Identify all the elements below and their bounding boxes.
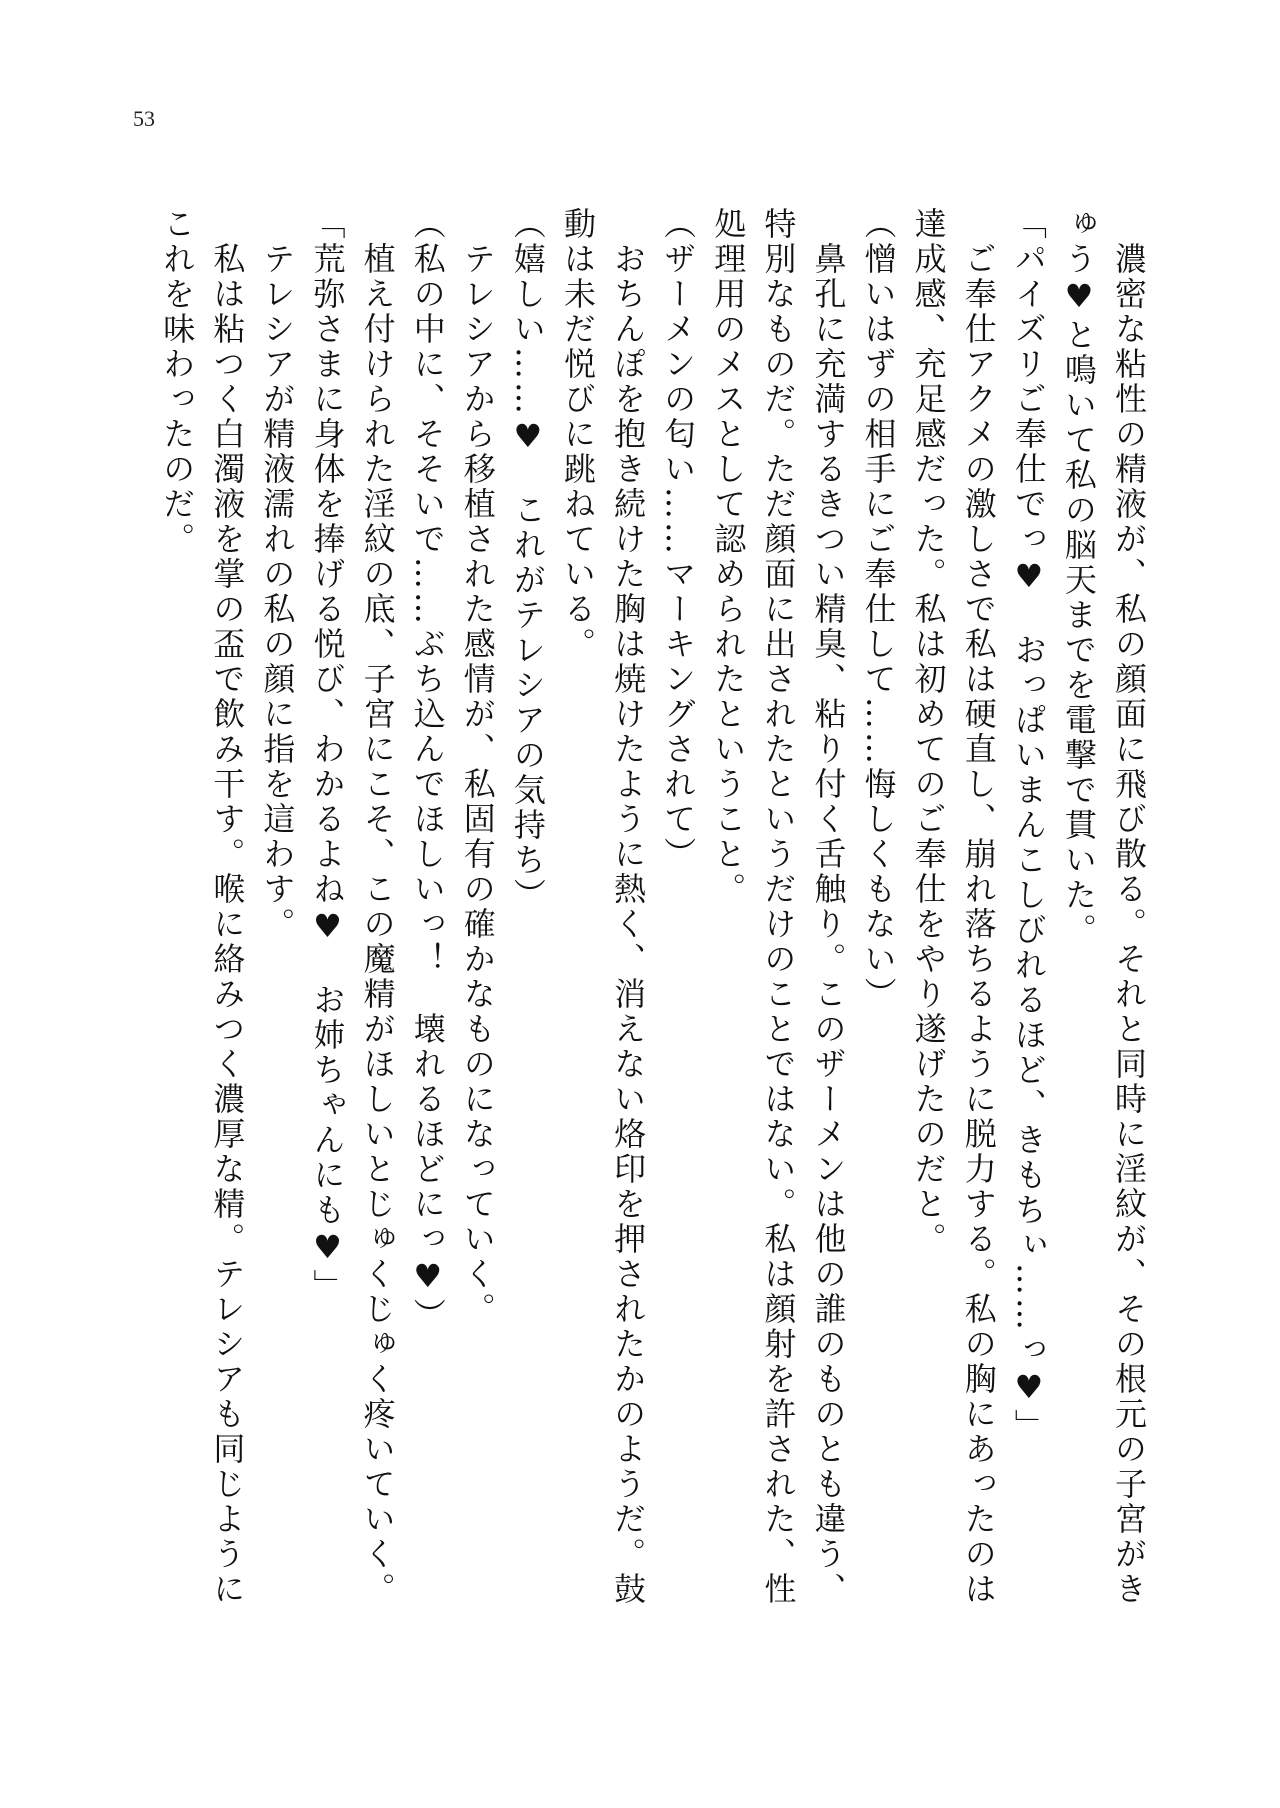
text-line: 達成感、充足感だった。私は初めてのご奉仕をやり遂げたのだと。 <box>909 207 948 1257</box>
text-line: おちんぽを抱き続けた胸は焼けたように熱く、消えない烙印を押されたかのようだ。鼓 <box>609 207 648 1607</box>
vertical-body-text <box>151 207 1154 1617</box>
text-line: これを味わったのだ。 <box>158 207 197 557</box>
text-line: 特別なものだ。ただ顔面に出されたというだけのことではない。私は顔射を許された、性 <box>759 207 798 1607</box>
text-line: ご奉仕アクメの激しさで私は硬直し、崩れ落ちるように脱力する。私の胸にあったのは <box>959 207 998 1607</box>
text-line: （ザーメンの匂い……マーキングされて） <box>659 207 698 872</box>
text-line: 「パイズリご奉仕でっ♥ おっぱいまんこしびれるほど、きもちぃ……っ♥」 <box>1009 207 1048 1444</box>
text-line: （私の中に、そそいで……ぶち込んでほしいっ！ 壊れるほどにっ♥） <box>408 207 447 1333</box>
text-line: 濃密な粘性の精液が、私の顔面に飛び散る。それと同時に淫紋が、その根元の子宮がき <box>1110 207 1148 1607</box>
text-line: ゅう♥と鳴いて私の脳天までを電撃で貫いた。 <box>1059 207 1098 948</box>
text-line: 鼻孔に充満するきつい精臭、粘り付く舌触り。このザーメンは他の誰のものとも違う、 <box>809 207 848 1607</box>
text-line: 植え付けられた淫紋の底、子宮にこそ、この魔精がほしいとじゅくじゅく疼いていく。 <box>358 207 397 1607</box>
page-number: 53 <box>133 106 155 131</box>
text-line: 「荒弥さまに身体を捧げる悦び、わかるよね♥ お姉ちゃんにも♥」 <box>308 207 347 1304</box>
text-line: 処理用のメスとして認められたということ。 <box>709 207 748 907</box>
text-line: 私は粘つく白濁液を掌の盃で飲み干す。喉に絡みつく濃厚な精。テレシアも同じように <box>208 207 247 1607</box>
text-line: （憎いはずの相手にご奉仕して……悔しくもない） <box>859 207 898 1012</box>
text-line: テレシアが精液濡れの私の顔に指を這わす。 <box>258 207 297 942</box>
text-line: 動は未だ悦びに跳ねている。 <box>558 207 597 662</box>
text-line: （嬉しい……♥ これがテレシアの気持ち） <box>508 207 547 913</box>
text-line: テレシアから移植された感情が、私固有の確かなものになっていく。 <box>458 207 497 1327</box>
